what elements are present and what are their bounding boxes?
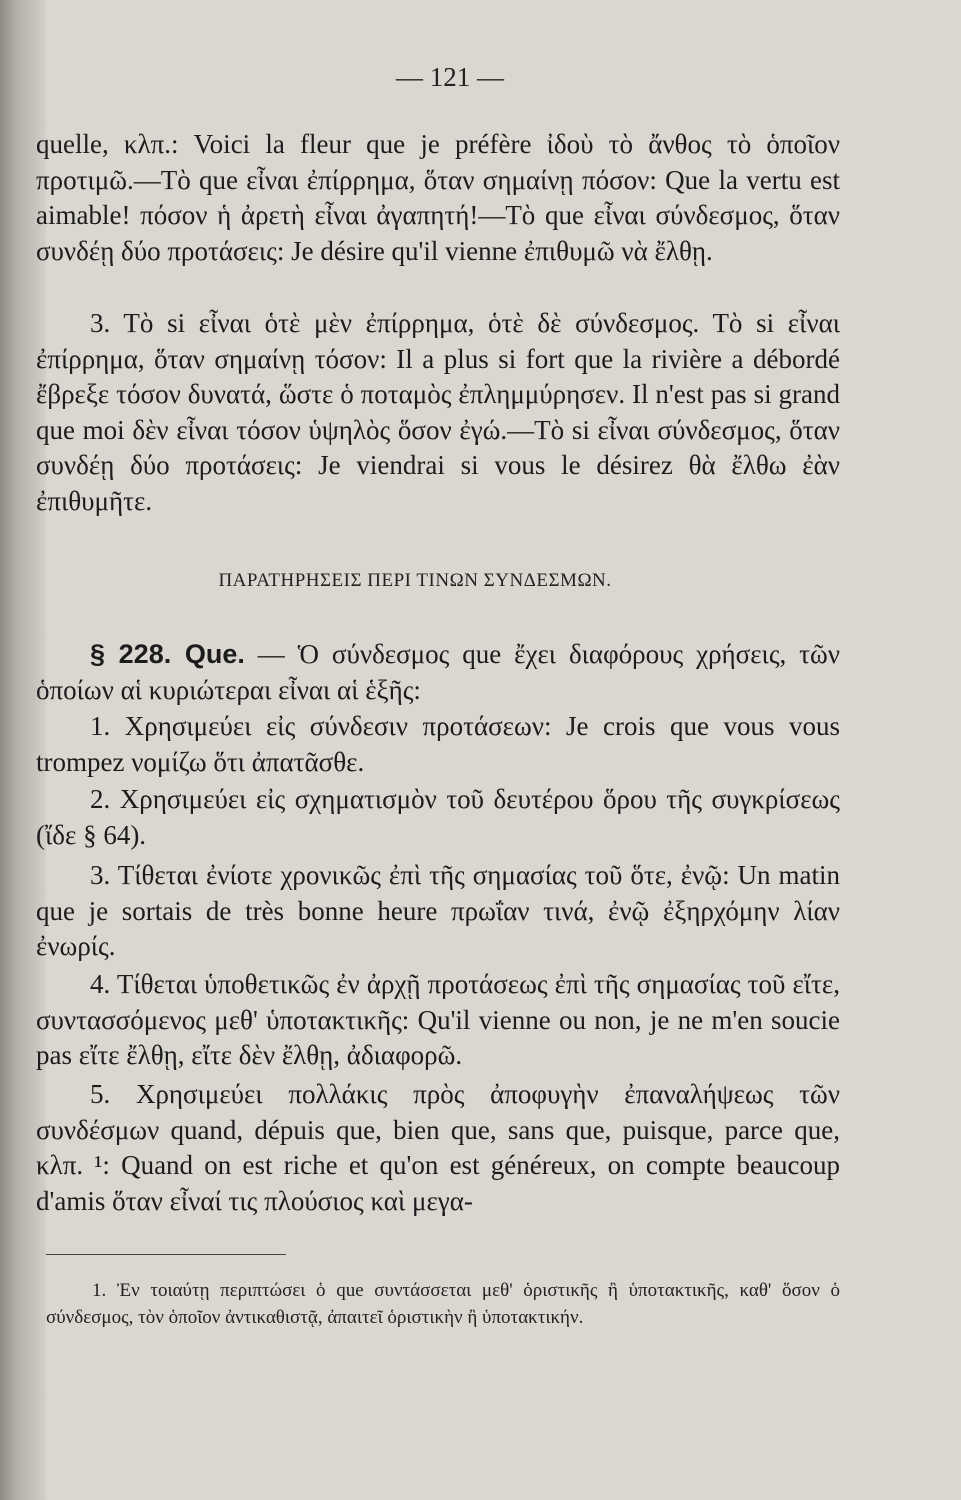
list-item <box>36 1077 840 1219</box>
list-item-text: 2. Χρησιμεύει εἰς σχηματισμὸν τοῦ δευτέρου ὅρου τῆς συγκρίσεως (ἴδε § 64). <box>36 784 840 850</box>
page-number: — 121 — <box>396 62 504 92</box>
section-label: § 228. Que. <box>90 639 245 669</box>
paragraph-text: quelle, κλπ.: Voici la fleur que je préfère ἰδοὺ τὸ ἄνθος τὸ ὁποῖον προτιμῶ.—Τὸ que εἶναι ἐπίρρημα, ὅταν σημαίνῃ πόσον: Que la vertu est aimable! πόσον ἡ ἀρετὴ εἶναι ἀγαπητή!—Τὸ que εἶναι σύνδεσμος, ὅταν συνδέῃ δύο προτάσεις: Je désire qu'il vienne ἐπιθυμῶ νὰ ἔλθῃ. <box>36 129 840 266</box>
list-item <box>36 858 840 965</box>
list-item-text: 5. Χρησιμεύει πολλάκις πρὸς ἀποφυγὴν ἐπαναλήψεως τῶν συνδέσμων quand, dépuis que, bien que, sans que, puisque, parce que, κλπ. ¹: Quand on est riche et qu'on est généreux, on compte beaucoup d'amis ὅταν εἶναί τις πλούσιος καὶ μεγα- <box>36 1079 840 1216</box>
list-item-text: 1. Χρησιμεύει εἰς σύνδεσιν προτάσεων: Je crois que vous vous trompez νομίζω ὅτι ἀπατᾶσθε. <box>36 711 840 777</box>
paragraph-si-usage <box>36 306 840 519</box>
list-item <box>36 782 840 853</box>
section-heading: ΠΑΡΑΤΗΡΗΣΕΙΣ ΠΕΡΙ ΤΙΝΩΝ ΣΥΝΔΕΣΜΩΝ. <box>218 570 612 591</box>
list-item-text: 3. Τίθεται ἐνίοτε χρονικῶς ἐπὶ τῆς σημασίας τοῦ ὅτε, ἐνῷ: Un matin que je sortais de très bonne heure πρωΐαν τινά, ἐνῷ ἐξηρχόμην λίαν ἐνωρίς. <box>36 860 840 961</box>
paragraph-que-usage <box>36 127 840 269</box>
footnote: 1. Ἐν τοιαύτῃ περιπτώσει ὁ que συντάσσεται μεθ' ὁριστικῆς ἢ ὑποτακτικῆς, καθ' ὅσον ὁ σύνδεσμος, τὸν ὁποῖον ἀντικαθιστᾷ, ἀπαιτεῖ ὁριστικὴν ἢ ὑποτακτικήν. <box>46 1280 840 1328</box>
list-item <box>36 709 840 780</box>
list-item <box>36 967 840 1074</box>
paragraph-text: 3. Τὸ si εἶναι ὁτὲ μὲν ἐπίρρημα, ὁτὲ δὲ σύνδεσμος. Τὸ si εἶναι ἐπίρρημα, ὅταν σημαίνῃ τόσον: Il a plus si fort que la rivière a débordé ἔβρεξε τόσον δυνατά, ὥστε ὁ ποταμὸς ἐπλημμύρησεν. Il n'est pas si grand que moi δὲν εἶναι τόσον ὑψηλὸς ὅσον ἐγώ.—Τὸ si εἶναι σύνδεσμος, ὅταν συνδέῃ δύο προτάσεις: Je viendrai si vous le désirez θὰ ἔλθω ἐὰν ἐπιθυμῆτε. <box>36 308 840 516</box>
section-intro-text: — Ὁ σύνδεσμος que ἔχει διαφόρους χρήσεις, τῶν ὁποίων αἱ κυριώτεραι εἶναι αἱ ἑξῆς: <box>36 639 840 705</box>
footnote-divider <box>46 1254 286 1255</box>
list-item-text: 4. Τίθεται ὑποθετικῶς ἐν ἀρχῇ προτάσεως ἐπὶ τῆς σημασίας τοῦ εἴτε, συντασσόμενος μεθ' ὑποτακτικῆς: Qu'il vienne ou non, je ne m'en soucie pas εἴτε ἔλθῃ, εἴτε δὲν ἔλθῃ, ἀδιαφορῶ. <box>36 969 840 1070</box>
section-228 <box>36 637 840 708</box>
